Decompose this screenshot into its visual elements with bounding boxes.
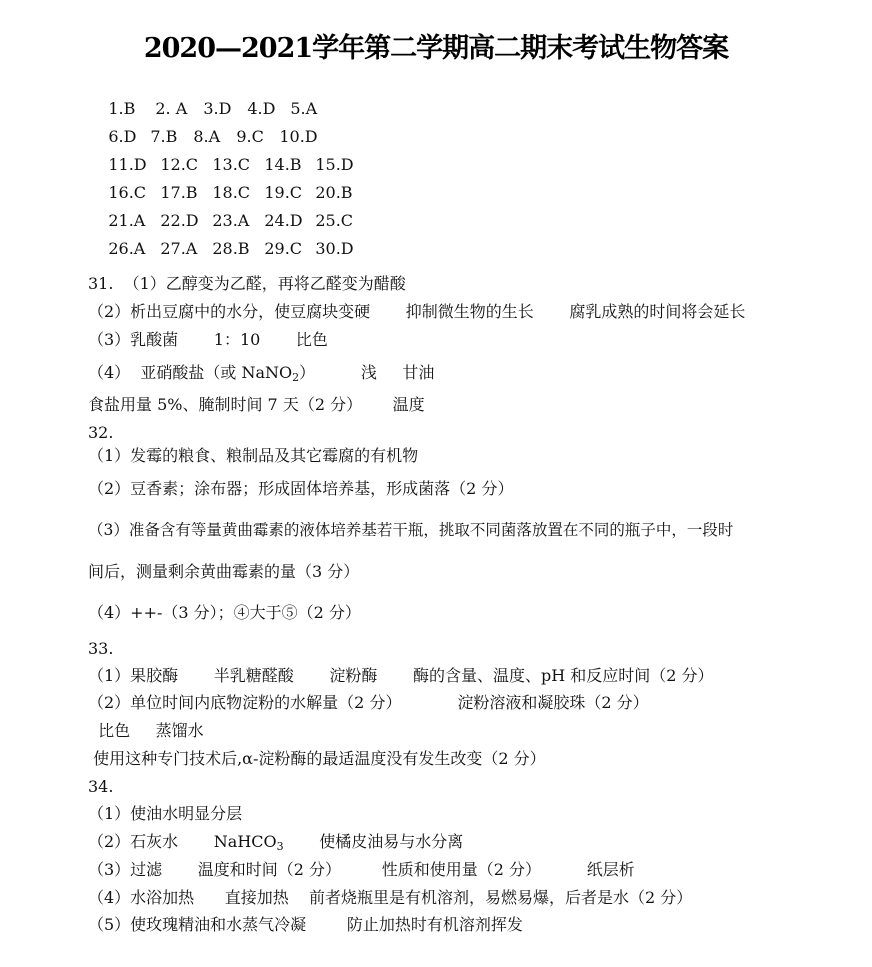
answer-line: 31. （1）乙醇变为乙醛，再将乙醛变为醋酸 <box>88 274 406 293</box>
mc-answer: 20.B <box>315 183 353 202</box>
mc-answer: 2. A <box>155 99 188 118</box>
answer-line: 食盐用量 5%、腌制时间 7 天（2 分） 温度 <box>88 395 425 414</box>
mc-answer: 21.A <box>108 211 146 230</box>
mc-answer: 27.A <box>160 239 198 258</box>
answer-line: （4）++-（3 分）；④大于⑤（2 分） <box>88 603 361 622</box>
answer-line: （2）单位时间内底物淀粉的水解量（2 分） 淀粉溶液和凝胶珠（2 分） <box>88 693 649 712</box>
mc-answer: 13.C <box>212 155 251 174</box>
answer-line: （5）使玫瑰精油和水蒸气冷凝 防止加热时有机溶剂挥发 <box>88 915 523 934</box>
answer-line: （3）乳酸菌 1：10 比色 <box>88 330 328 349</box>
mc-answer: 12.C <box>160 155 199 174</box>
mc-answer: 24.D <box>264 211 303 230</box>
answer-line: （2）析出豆腐中的水分，使豆腐块变硬 抑制微生物的生长 腐乳成熟的时间将会延长 <box>88 302 746 321</box>
mc-answer: 8.A <box>193 127 221 146</box>
mc-answer: 19.C <box>264 183 303 202</box>
mc-answer: 17.B <box>160 183 198 202</box>
answer-text: 使橘皮油易与水分离 <box>283 832 464 851</box>
answer-line: （1）发霉的粮食、粮制品及其它霉腐的有机物 <box>88 446 419 465</box>
mc-answer: 11.D <box>108 155 147 174</box>
mc-answer: 26.A <box>108 239 146 258</box>
question-number: 34. <box>88 777 114 796</box>
mc-answer: 7.B <box>150 127 178 146</box>
answer-line: （3）过滤 温度和时间（2 分） 性质和使用量（2 分） 纸层析 <box>88 860 635 879</box>
mc-answer: 5.A <box>290 99 318 118</box>
mc-answer: 14.B <box>264 155 302 174</box>
mc-answer: 30.D <box>315 239 354 258</box>
answer-line <box>88 363 434 383</box>
mc-answer: 3.D <box>203 99 232 118</box>
mc-answer: 9.C <box>236 127 264 146</box>
mc-answer: 16.C <box>108 183 147 202</box>
mc-answer: 23.A <box>212 211 250 230</box>
mc-answer: 22.D <box>160 211 199 230</box>
answer-text: ） 浅 甘油 <box>299 363 435 382</box>
answer-line: （3）准备含有等量黄曲霉素的液体培养基若干瓶，挑取不同菌落放置在不同的瓶子中，一段时 <box>88 521 734 539</box>
mc-answer: 4.D <box>247 99 276 118</box>
page-title: 2020—2021学年第二学期高二期末考试生物答案 <box>143 33 729 64</box>
answer-text: （4） 亚硝酸盐（或 NaNO <box>88 363 293 382</box>
subscript: 2 <box>292 371 300 384</box>
answer-line: 间后，测量剩余黄曲霉素的量（3 分） <box>88 562 360 581</box>
mc-answer: 29.C <box>264 239 303 258</box>
mc-answer: 6.D <box>108 127 137 146</box>
mc-answer: 15.D <box>315 155 354 174</box>
answer-text: （2）石灰水 NaHCO <box>88 832 277 851</box>
answer-line: 使用这种专门技术后,α-淀粉酶的最适温度没有发生改变（2 分） <box>88 749 546 768</box>
mc-row <box>88 219 354 279</box>
mc-answer: 28.B <box>212 239 250 258</box>
subscript: 3 <box>276 840 284 853</box>
answer-line: （1）果胶酶 半乳糖醛酸 淀粉酶 酶的含量、温度、pH 和反应时间（2 分） <box>88 666 714 685</box>
mc-answer: 10.D <box>279 127 318 146</box>
answer-line: 比色 蒸馏水 <box>88 721 204 740</box>
answer-line: （4）水浴加热 直接加热 前者烧瓶里是有机溶剂，易燃易爆，后者是水（2 分） <box>88 888 693 907</box>
answer-line: （2）豆香素；涂布器；形成固体培养基，形成菌落（2 分） <box>88 479 514 498</box>
mc-answer: 18.C <box>212 183 251 202</box>
question-number: 33. <box>88 639 114 658</box>
answer-line: （1）使油水明显分层 <box>88 804 243 823</box>
answer-line <box>88 832 463 852</box>
mc-answer: 1.B <box>108 99 136 118</box>
question-number: 32. <box>88 423 114 442</box>
mc-answer: 25.C <box>315 211 354 230</box>
